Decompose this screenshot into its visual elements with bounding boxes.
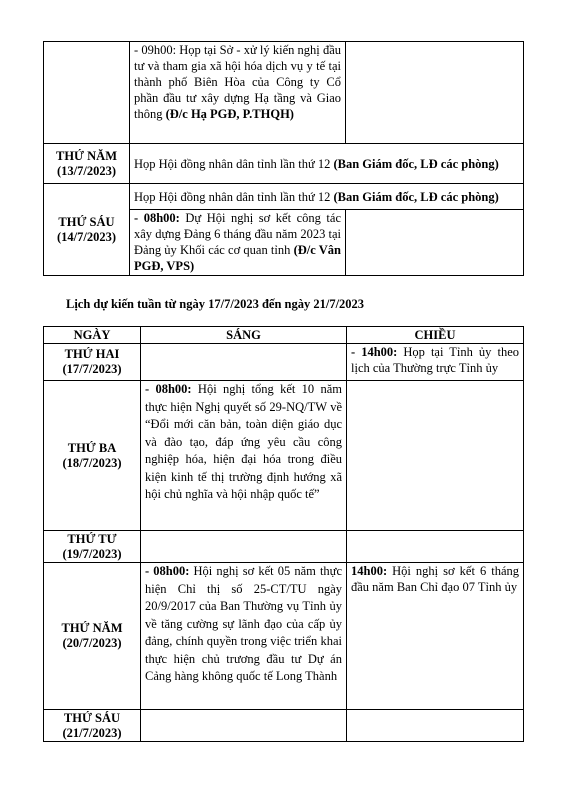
- afternoon-cell: [347, 531, 524, 563]
- table-header-row: [44, 327, 524, 344]
- morning-cell: - 09h00: Họp tại Sở - xử lý kiến nghị đầu tư và tham gia xã hội hóa dịch vụ y tế tại thành phố Biên Hòa của Công ty Cổ phần đầu tư xây dựng Hạ tầng và Giao thông (Đ/c Hạ PGĐ, P.THQH): [130, 42, 346, 144]
- week-heading: Lịch dự kiến tuần từ ngày 17/7/2023 đến ngày 21/7/2023: [66, 297, 365, 311]
- table-row: [44, 42, 524, 144]
- morning-cell: - 08h00: Hội nghị tổng kết 10 năm thực hiện Nghị quyết số 29-NQ/TW về “Đổi mới căn bản, toàn diện giáo dục và đào tạo, đáp ứng yêu cầu công nghiệp hóa, hiện đại hóa trong điều kiện kinh tế thị trường định hướng xã hội chủ nghĩa và hội nhập quốc tế”: [141, 381, 347, 531]
- afternoon-cell: [346, 210, 524, 276]
- afternoon-cell: [346, 42, 524, 144]
- header-morning: SÁNG: [141, 327, 347, 344]
- table-row: [44, 381, 524, 531]
- morning-cell: - 08h00: Hội nghị sơ kết 05 năm thực hiện Chỉ thị số 25-CT/TU ngày 20/9/2017 của Ban Thường vụ Tỉnh ủy về tăng cường sự lãnh đạo của cấp ủy đảng, chính quyền trong việc triển khai thực hiện chủ trương đầu tư Dự án Cảng hàng không quốc tế Long Thành: [141, 563, 347, 710]
- afternoon-cell: [347, 381, 524, 531]
- full-day-cell: Họp Hội đồng nhân dân tỉnh lần thứ 12 (Ban Giám đốc, LĐ các phòng): [130, 144, 524, 184]
- schedule-table-week: [43, 326, 524, 742]
- morning-cell: [141, 710, 347, 742]
- morning-cell: [141, 344, 347, 381]
- header-afternoon: CHIỀU: [347, 327, 524, 344]
- day-cell: THỨ NĂM (13/7/2023): [44, 144, 130, 184]
- table-row: [44, 184, 524, 210]
- day-cell: THỨ SÁU (14/7/2023): [44, 184, 130, 276]
- afternoon-cell: [347, 710, 524, 742]
- afternoon-cell: 14h00: Hội nghị sơ kết 6 tháng đầu năm Ban Chỉ đạo 07 Tỉnh ủy: [347, 563, 524, 710]
- day-cell: THỨ BA (18/7/2023): [44, 381, 141, 531]
- morning-cell: [141, 531, 347, 563]
- day-cell: THỨ TƯ (19/7/2023): [44, 531, 141, 563]
- header-day: NGÀY: [44, 327, 141, 344]
- table-row: [44, 710, 524, 742]
- morning-cell: - 08h00: Dự Hội nghị sơ kết công tác xây dựng Đảng 6 tháng đầu năm 2023 tại Đảng ủy Khối các cơ quan tỉnh (Đ/c Vân PGĐ, VPS): [130, 210, 346, 276]
- day-cell: THỨ NĂM (20/7/2023): [44, 563, 141, 710]
- table-row: [44, 144, 524, 184]
- day-cell: [44, 42, 130, 144]
- full-day-cell: Họp Hội đồng nhân dân tỉnh lần thứ 12 (Ban Giám đốc, LĐ các phòng): [130, 184, 524, 210]
- schedule-table-previous-week: [43, 41, 524, 276]
- afternoon-cell: - 14h00: Họp tại Tỉnh ủy theo lịch của Thường trực Tỉnh ủy: [347, 344, 524, 381]
- table-row: [44, 563, 524, 710]
- table-row: [44, 531, 524, 563]
- day-cell: THỨ SÁU (21/7/2023): [44, 710, 141, 742]
- day-cell: THỨ HAI (17/7/2023): [44, 344, 141, 381]
- table-row: [44, 344, 524, 381]
